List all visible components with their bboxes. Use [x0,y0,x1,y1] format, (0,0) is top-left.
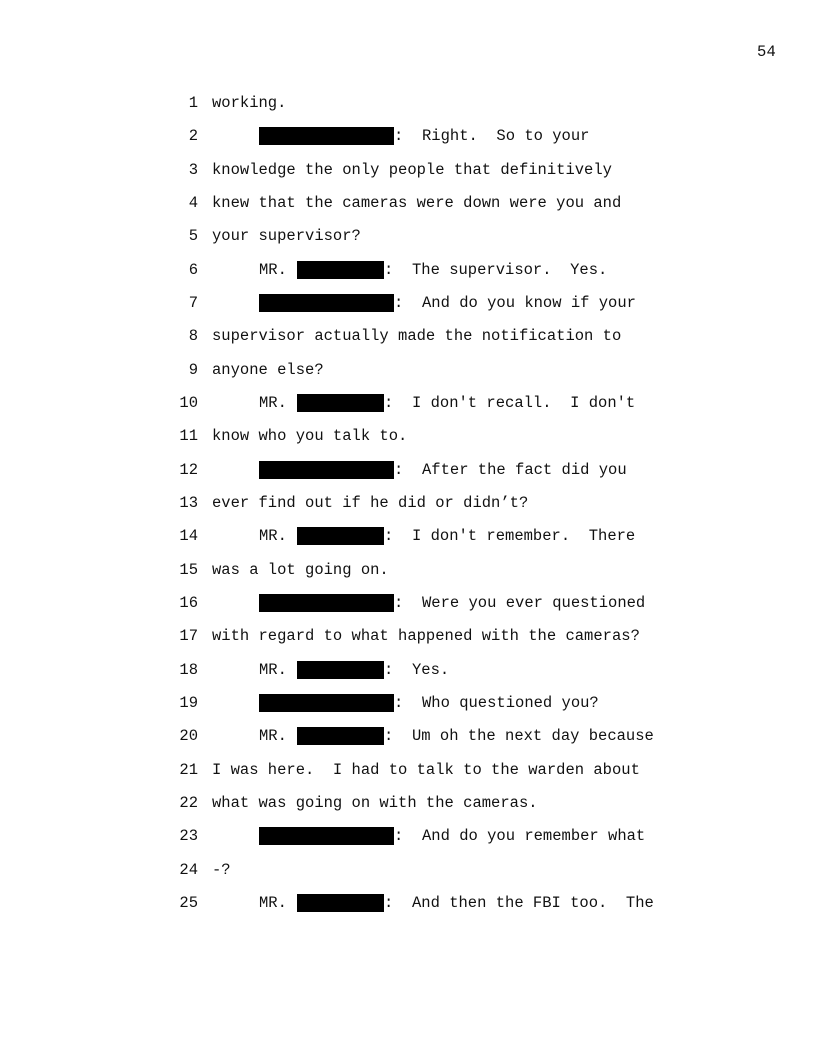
line-text: I was here. I had to talk to the warden about [212,760,640,779]
redacted-witness-name [297,661,384,679]
redacted-speaker-name [259,694,394,712]
transcript-line [0,626,816,659]
attorney-speech: Were you ever questioned [422,593,646,612]
line-number: 16 [179,593,198,612]
line-number: 20 [179,727,198,746]
line-number: 9 [188,360,198,379]
witness-speech: I don't recall. I don't [412,393,636,412]
witness-speech: And then the FBI too. The [412,893,654,912]
witness-speech: Um oh the next day because [412,727,654,746]
transcript-line [0,226,816,259]
line-text: working. [212,94,287,112]
line-number: 10 [179,393,198,412]
transcript-line [0,160,816,193]
witness-speech: I don't remember. There [412,527,636,546]
speaker-colon: : [384,260,394,279]
transcript-line [0,460,816,493]
line-number: 2 [188,127,198,146]
line-number: 21 [179,760,198,779]
line-text: supervisor actually made the notification to [212,327,622,346]
speaker-colon: : [384,660,394,679]
transcript-line [0,560,816,593]
transcript-line [0,660,816,693]
line-text: what was going on with the cameras. [212,793,538,812]
transcript-line [0,426,816,459]
speaker-title: MR. [259,893,287,912]
attorney-speech: Who questioned you? [422,693,599,712]
transcript-body [0,93,816,926]
transcript-line [0,726,816,759]
line-number: 3 [188,160,198,179]
attorney-speech: And do you remember what [422,827,646,846]
line-number: 24 [179,860,198,879]
speaker-title: MR. [259,527,287,546]
line-text: knew that the cameras were down were you and [212,193,622,212]
witness-speech: The supervisor. Yes. [412,260,608,279]
line-number: 6 [188,260,198,279]
speaker-title: MR. [259,660,287,679]
redacted-speaker-name [259,127,394,145]
speaker-colon: : [384,727,394,746]
witness-speech: Yes. [412,660,450,679]
line-number: 15 [179,560,198,579]
redacted-speaker-name [259,294,394,312]
line-number: 23 [179,827,198,846]
transcript-line [0,593,816,626]
line-number: 5 [188,227,198,246]
transcript-line [0,93,816,126]
line-number: 11 [179,427,198,446]
line-number: 4 [188,193,198,212]
redacted-witness-name [297,727,384,745]
line-text: your supervisor? [212,227,361,246]
transcript-line [0,260,816,293]
line-number: 18 [179,660,198,679]
speaker-title: MR. [259,260,287,279]
attorney-speech: Right. So to your [422,127,590,146]
transcript-line [0,293,816,326]
speaker-title: MR. [259,727,287,746]
line-text: -? [212,860,231,879]
speaker-colon: : [394,293,404,312]
transcript-line [0,193,816,226]
transcript-line [0,793,816,826]
transcript-line [0,760,816,793]
redacted-witness-name [297,394,384,412]
line-text: ever find out if he did or didn’t? [212,493,529,512]
line-number: 13 [179,493,198,512]
transcript-line [0,693,816,726]
speaker-colon: : [394,827,404,846]
transcript-line [0,826,816,859]
transcript-line [0,526,816,559]
speaker-colon: : [384,393,394,412]
line-number: 22 [179,793,198,812]
redacted-speaker-name [259,827,394,845]
line-number: 25 [179,893,198,912]
speaker-colon: : [384,527,394,546]
line-number: 12 [179,460,198,479]
attorney-speech: And do you know if your [422,293,636,312]
line-number: 8 [188,327,198,346]
page-number: 54 [756,43,776,61]
speaker-colon: : [394,127,404,146]
transcript-line [0,360,816,393]
line-number: 19 [179,693,198,712]
speaker-colon: : [394,693,404,712]
line-number: 7 [188,293,198,312]
transcript-line [0,126,816,159]
transcript-line [0,326,816,359]
redacted-witness-name [297,894,384,912]
speaker-colon: : [394,460,404,479]
attorney-speech: After the fact did you [422,460,627,479]
transcript-line [0,860,816,893]
redacted-speaker-name [259,461,394,479]
redacted-speaker-name [259,594,394,612]
line-text: was a lot going on. [212,560,389,579]
transcript-line [0,893,816,926]
line-number: 17 [179,627,198,646]
transcript-line [0,493,816,526]
redacted-witness-name [297,261,384,279]
line-text: anyone else? [212,360,324,379]
speaker-colon: : [384,893,394,912]
line-number: 1 [188,94,198,112]
speaker-colon: : [394,593,404,612]
speaker-title: MR. [259,393,287,412]
line-text: know who you talk to. [212,427,408,446]
line-text: with regard to what happened with the cameras? [212,627,640,646]
line-number: 14 [179,527,198,546]
redacted-witness-name [297,527,384,545]
transcript-line [0,393,816,426]
line-text: knowledge the only people that definitively [212,160,612,179]
